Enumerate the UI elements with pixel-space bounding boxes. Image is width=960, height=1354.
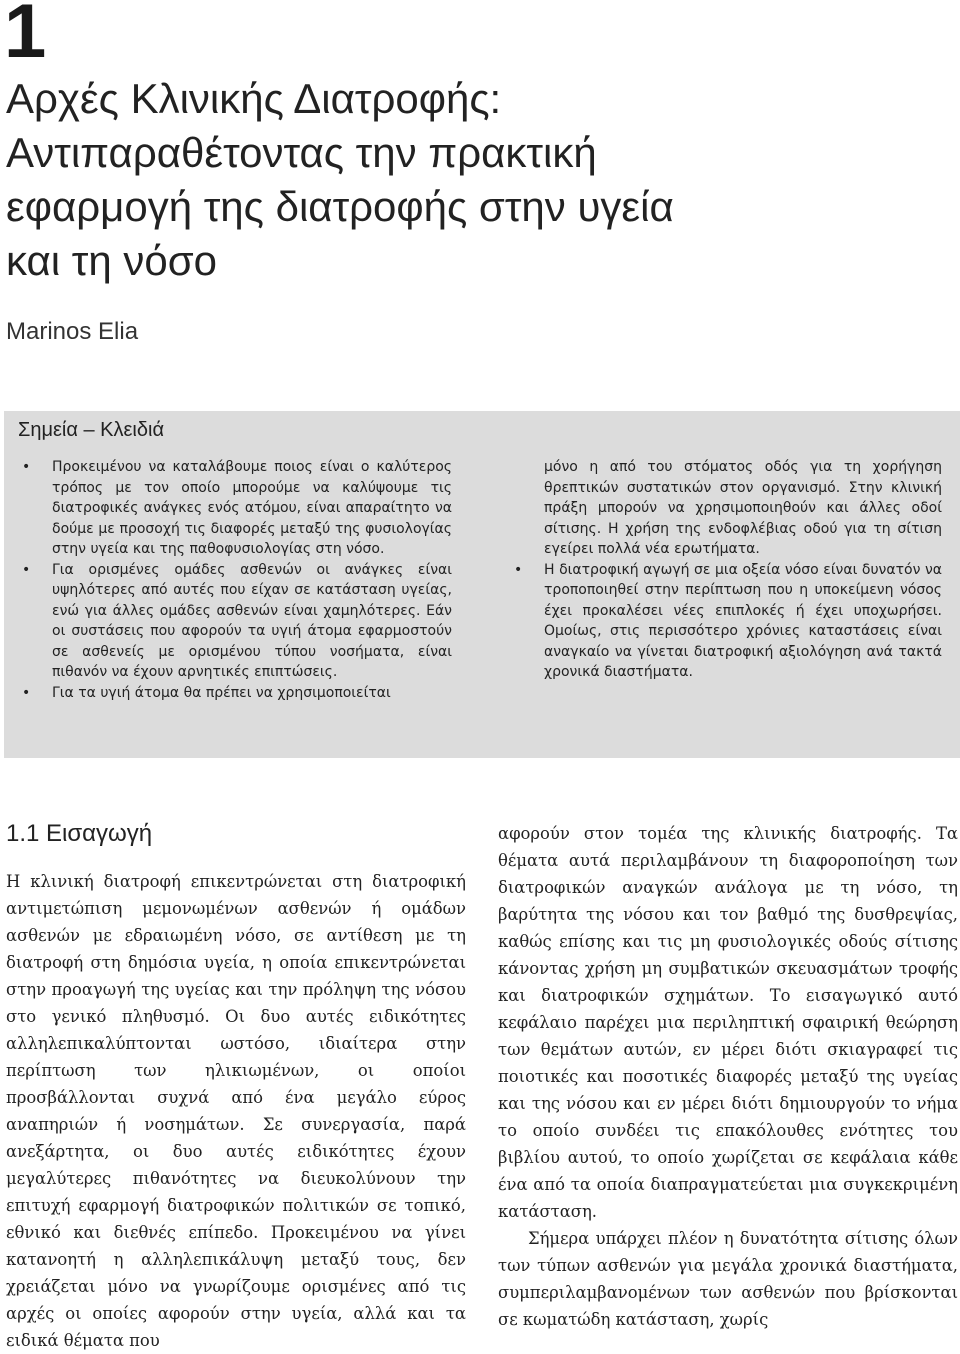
section-heading: 1.1 Εισαγωγή — [6, 820, 153, 847]
chapter-title-line: Αντιπαραθέτοντας την πρακτική — [6, 129, 597, 176]
chapter-title-line: και τη νόσο — [6, 237, 218, 284]
chapter-title — [6, 72, 946, 288]
chapter-number: 1 — [4, 0, 45, 74]
chapter-title-line: Αρχές Κλινικής Διατροφής: — [6, 75, 502, 122]
body-column-right — [498, 820, 958, 1333]
body-paragraph: Σήμερα υπάρχει πλέον η δυνατότητα σίτισης όλων των τύπων ασθενών για μεγάλα χρονικά διαστήματα, συμπεριλαμβανομένων των ασθενών που βρίσκονται σε κωματώδη κατάσταση, χωρίς — [498, 1229, 958, 1329]
key-points-title: Σημεία – Κλειδιά — [18, 419, 165, 441]
key-point-item: • Για ορισμένες ομάδες ασθενών οι ανάγκες είναι υψηλότερες από αυτές που είχαν σε κατάσταση υγείας, ενώ για άλλες ομάδες ασθενών είναι χαμηλότερες. Εάν οι συστάσεις που αφορούν τα υγιή άτομα εφαρμοστούν σε ασθενείς με ορισμένου τύπου νοσήματα, είναι πιθανόν να έχουν αρνητικές επιπτώσεις. — [52, 560, 452, 683]
chapter-title-line: εφαρμογή της διατροφής στην υγεία — [6, 183, 674, 230]
key-points-box — [4, 411, 960, 758]
key-point-continuation: μόνο η από του στόματος οδός για τη χορήγηση θρεπτικών συστατικών στον οργανισμό. Στην κλινική πράξη μπορούν να χρησιμοποιηθούν και άλλες οδοί σίτισης. Η χρήση της ενδοφλέβιας οδού για τη σίτιση εγείρει πολλά νέα ερωτήματα. — [544, 459, 942, 557]
author-name: Marinos Elia — [6, 318, 139, 345]
key-point-item: • Η διατροφική αγωγή σε μια οξεία νόσο είναι δυνατόν να τροποποιηθεί στην περίπτωση που η υποκείμενη νόσος έχει προκαλέσει νέες επιπλοκές ή έχει υποχωρήσει. Ομοίως, στις περισσότερο χρόνιες καταστάσεις είναι αναγκαίο να γίνεται διατροφική αξιολόγηση ανά τακτά χρονικά διαστήματα. — [544, 560, 942, 683]
body-paragraph: αφορούν στον τομέα της κλινικής διατροφής. Τα θέματα αυτά περιλαμβάνουν τη διαφοροποίηση των διατροφικών αναγκών ανάλογα με τη νόσο, τη βαρύτητα της νόσου και τον βαθμό της δυσθρεψίας, καθώς επίσης και τις μη φυσιολογικές οδούς σίτισης κάνοντας χρήση μη συμβατικών σκευασμάτων τροφής και διατροφικών σχημάτων. Το εισαγωγικό αυτό κεφάλαιο παρέχει μια περιληπτική σφαιρική θεώρηση των θεμάτων αυτών, εν μέρει διότι σκιαγραφεί τις ποιοτικές και ποσοτικές διαφορές μεταξύ της υγείας και της νόσου και εν μέρει διότι δημιουργούν το νήμα το οποίο συνδέει τις επακόλουθες ενότητες του βιβλίου αυτού, το οποίο χωρίζεται σε κεφάλαια κάθε ένα από τα οποία διαπραγματεύεται μια συγκεκριμένη κατάσταση. — [498, 824, 958, 1221]
key-points-right-column — [544, 457, 942, 683]
body-paragraph: Η κλινική διατροφή επικεντρώνεται στη διατροφική αντιμετώπιση μεμονωμένων ασθενών ή ομάδων ασθενών με εδραιωμένη νόσο, σε αντίθεση με τη διατροφή στη δημόσια υγεία, η οποία επικεντρώνεται στην προαγωγή της υγείας και την πρόληψη της νόσου στο γενικό πληθυσμό. Οι δυο αυτές ειδικότητες αλληλεπικαλύπτονται ωστόσο, ιδιαίτερα στην περίπτωση των ηλικιωμένων, οι οποίοι προσβάλλονται συχνά από ένα μεγάλο εύρος αναπηριών ή νοσημάτων. Σε συνεργασία, παρά ανεξάρτητα, οι δυο αυτές ειδικότητες έχουν μεγαλύτερες πιθανότητες να διευκολύνουν την επιτυχή εφαρμογή διατροφικών πολιτικών σε τοπικό, εθνικό και διεθνές επίπεδο. Προκειμένου να γίνει κατανοητή η αλληλεπικάλυψη μεταξύ τους, δεν χρειάζεται μόνο να γνωρίζουμε ορισμένες από τις αρχές οι οποίες αφορούν στην υγεία, αλλά και τα ειδικά θέματα που — [6, 872, 466, 1350]
key-points-left-column — [52, 457, 452, 703]
key-point-item: • Προκειμένου να καταλάβουμε ποιος είναι ο καλύτερος τρόπος με τον οποίο μπορούμε να καλύψουμε τις διατροφικές ανάγκες ενός ατόμου, είναι απαραίτητο να δούμε με προσοχή τις διαφορές μεταξύ της φυσιολογίας στην υγεία και της παθοφυσιολογίας στη νόσο. — [52, 457, 452, 560]
key-point-item: • Για τα υγιή άτομα θα πρέπει να χρησιμοποιείται — [52, 683, 452, 704]
body-column-left — [6, 868, 466, 1354]
